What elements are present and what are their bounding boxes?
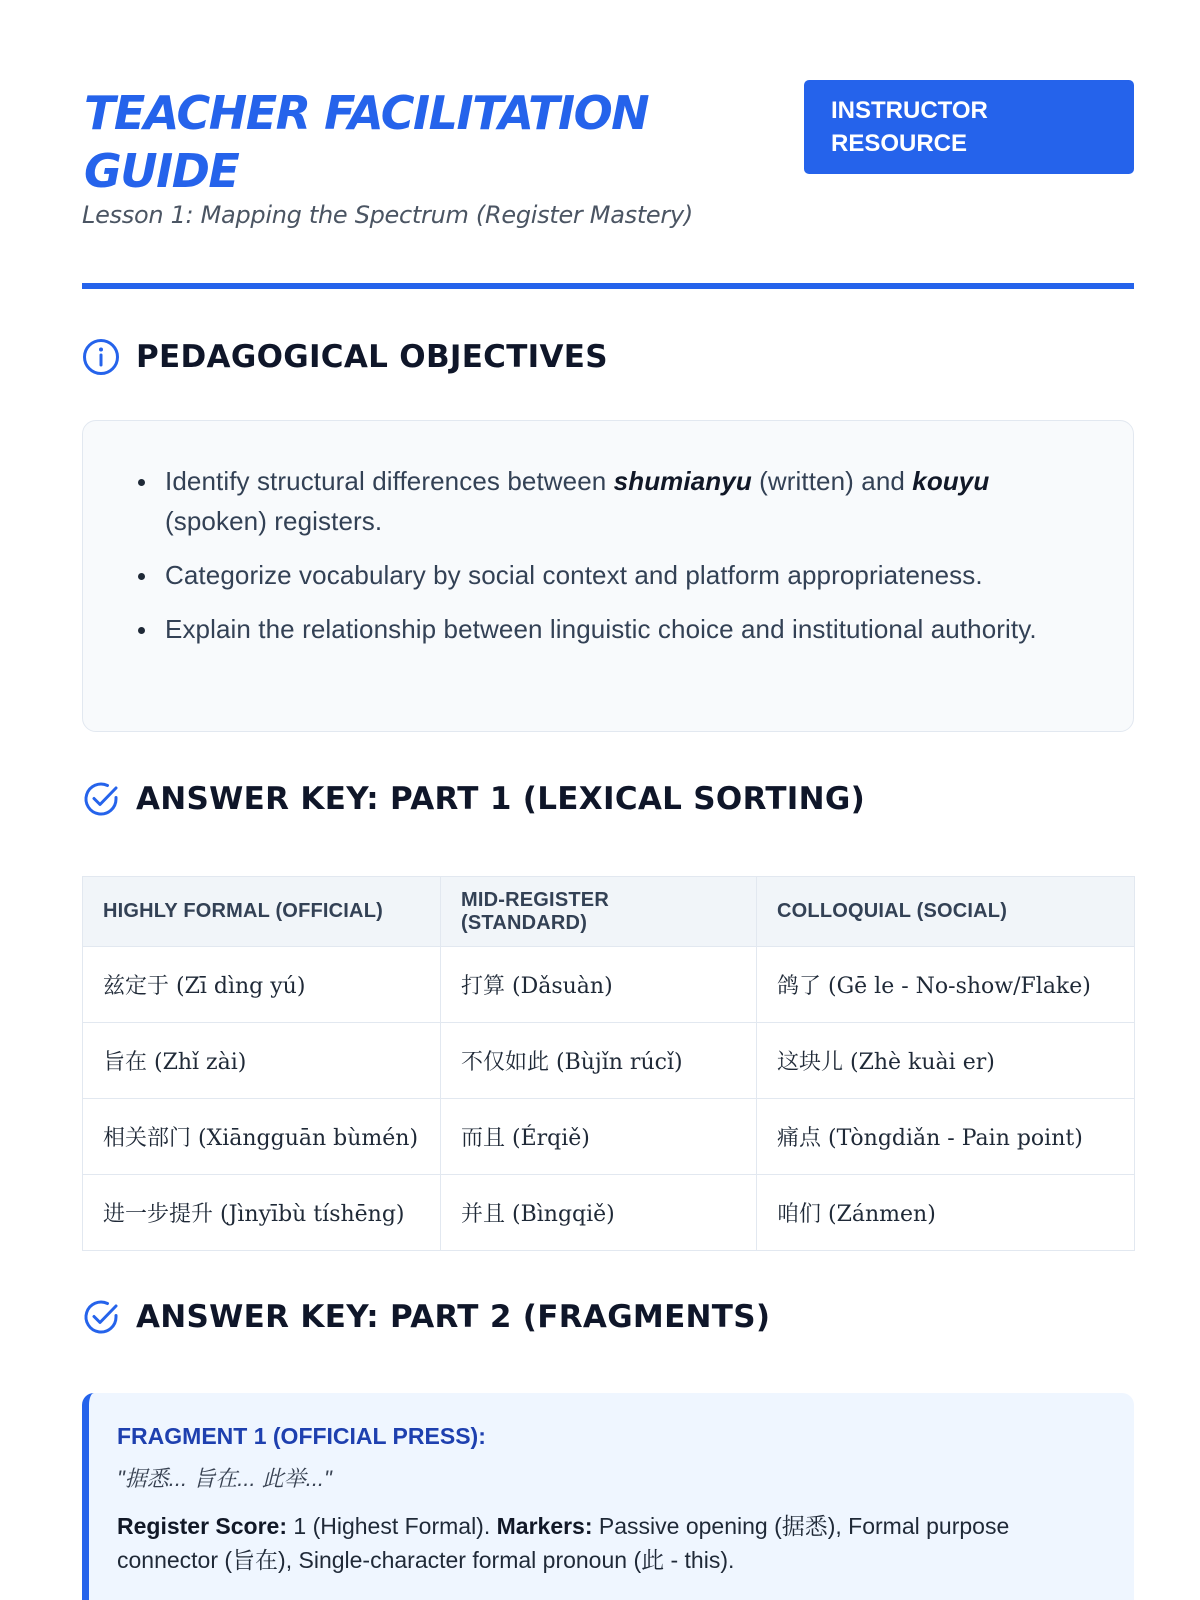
fragment-card — [82, 1393, 1134, 1600]
fragment-analysis: Register Score: 1 (Highest Formal). Markers: Passive opening (据悉), Formal purpose connector (旨在), Single-character formal pronoun (此 - this). — [117, 1513, 1010, 1573]
check-circle-icon — [82, 780, 120, 818]
table-row — [83, 947, 1135, 1023]
column-header: HIGHLY FORMAL (OFFICIAL) — [83, 877, 441, 947]
part2-heading: ANSWER KEY: PART 2 (FRAGMENTS) — [136, 1299, 771, 1335]
table-cell: 相关部门 (Xiāngguān bùmén) — [83, 1099, 441, 1175]
objectives-heading-row — [82, 338, 608, 376]
objectives-heading: PEDAGOGICAL OBJECTIVES — [136, 339, 608, 375]
table-cell: 进一步提升 (Jìnyībù tíshēng) — [83, 1175, 441, 1251]
part2-heading-row — [82, 1298, 770, 1336]
page-title: TEACHER FACILITATION GUIDE — [84, 86, 649, 198]
table-cell: 打算 (Dǎsuàn) — [441, 947, 757, 1023]
objective-item: Identify structural differences between shumianyu (written) and kouyu (spoken) registers. — [135, 461, 1081, 541]
part1-heading: ANSWER KEY: PART 1 (LEXICAL SORTING) — [136, 781, 866, 817]
objective-item: Explain the relationship between linguistic choice and institutional authority. — [135, 609, 1081, 649]
table-cell: 痛点 (Tòngdiǎn - Pain point) — [757, 1099, 1135, 1175]
table-row — [83, 1175, 1135, 1251]
header — [82, 78, 1134, 288]
table-cell: 而且 (Érqiě) — [441, 1099, 757, 1175]
fragment-quote: "据悉... 旨在... 此举..." — [117, 1466, 332, 1491]
table-cell: 兹定于 (Zī dìng yú) — [83, 947, 441, 1023]
fragment-label: FRAGMENT 1 (OFFICIAL PRESS): — [117, 1423, 486, 1449]
table-cell: 不仅如此 (Bùjǐn rúcǐ) — [441, 1023, 757, 1099]
objectives-panel — [82, 420, 1134, 732]
table-header-row — [83, 877, 1135, 947]
header-divider — [82, 283, 1134, 289]
table-row — [83, 1023, 1135, 1099]
table-cell: 鸽了 (Gē le - No-show/Flake) — [757, 947, 1135, 1023]
info-icon — [82, 338, 120, 376]
part1-heading-row — [82, 780, 865, 818]
instructor-resource-badge: INSTRUCTOR RESOURCE — [804, 80, 1134, 174]
table-row — [83, 1099, 1135, 1175]
column-header: COLLOQUIAL (SOCIAL) — [757, 877, 1135, 947]
table-cell: 旨在 (Zhǐ zài) — [83, 1023, 441, 1099]
table-cell: 这块儿 (Zhè kuài er) — [757, 1023, 1135, 1099]
lesson-subtitle: Lesson 1: Mapping the Spectrum (Register Mastery) — [82, 201, 693, 229]
table-cell: 咱们 (Zánmen) — [757, 1175, 1135, 1251]
lexical-sorting-table — [82, 876, 1134, 1251]
column-header: MID-REGISTER (STANDARD) — [441, 877, 757, 947]
objective-item: Categorize vocabulary by social context and platform appropriateness. — [135, 555, 1081, 595]
check-circle-icon — [82, 1298, 120, 1336]
objectives-list — [135, 461, 1081, 649]
table-cell: 并且 (Bìngqiě) — [441, 1175, 757, 1251]
